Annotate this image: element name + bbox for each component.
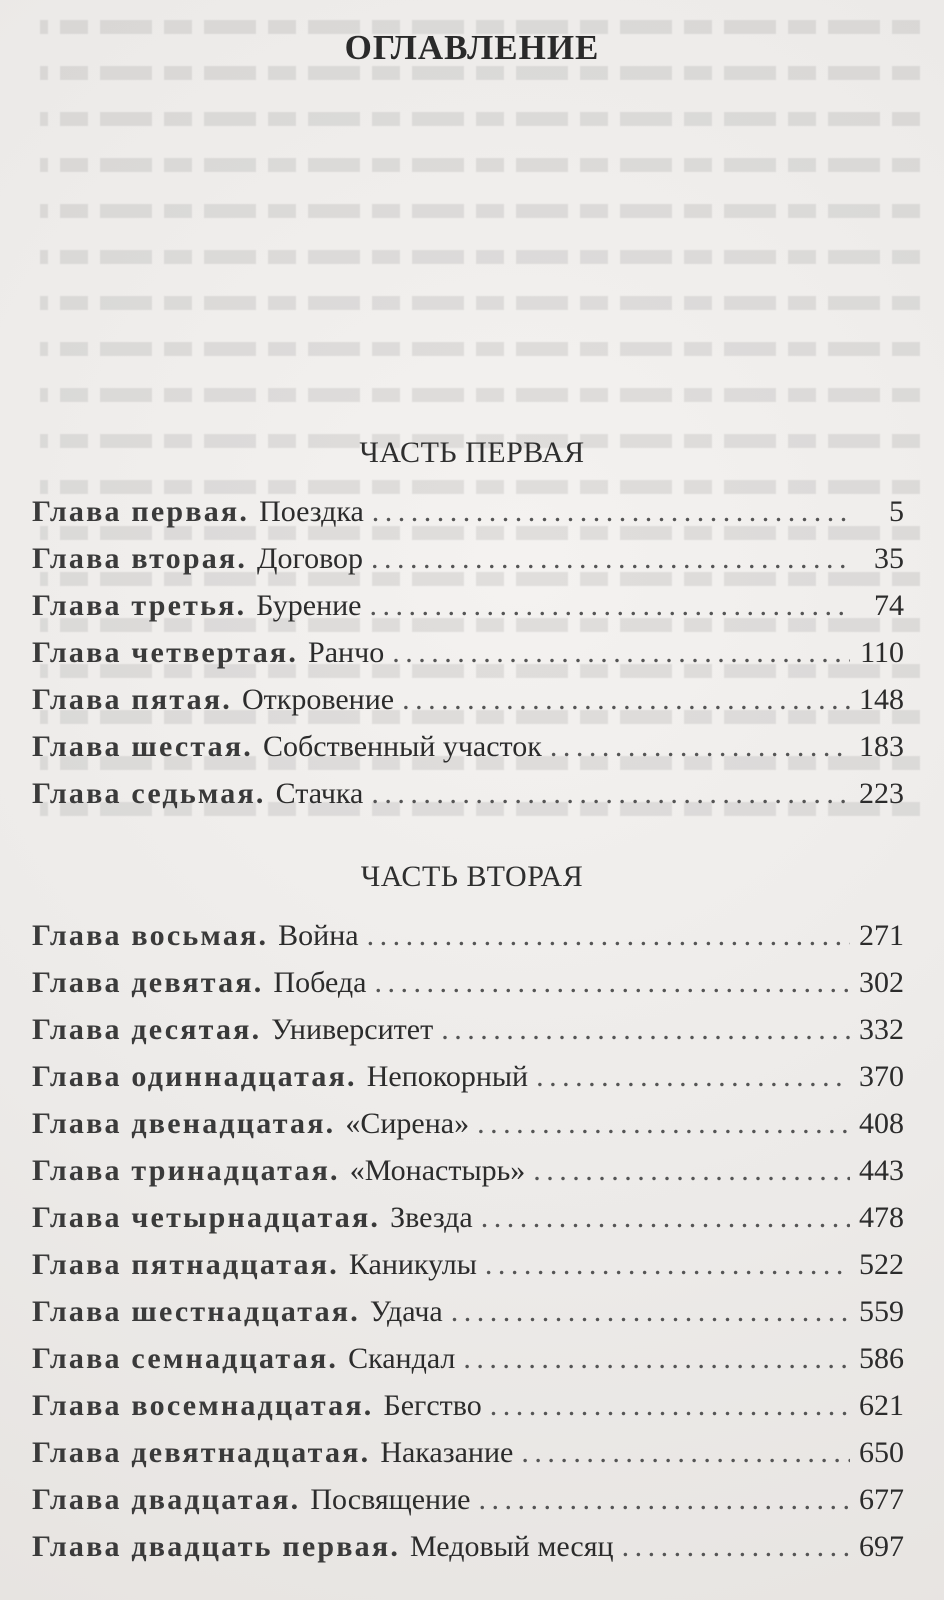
chapter-number: Глава четырнадцатая.	[32, 1201, 381, 1234]
dot-leader	[370, 582, 850, 629]
page-number: 697	[859, 1530, 904, 1563]
chapter-number: Глава двадцатая.	[32, 1483, 301, 1516]
toc-row[interactable]	[32, 1241, 904, 1288]
dot-leader	[372, 488, 850, 535]
toc-row[interactable]	[32, 1147, 904, 1194]
chapter-name: Договор	[257, 542, 364, 575]
chapter-number: Глава четвертая.	[32, 636, 299, 669]
page-number: 522	[859, 1248, 904, 1281]
part-heading-1: ЧАСТЬ ПЕРВАЯ	[359, 436, 585, 469]
toc-row[interactable]	[32, 1335, 904, 1382]
toc-row[interactable]	[32, 629, 904, 676]
toc-row[interactable]	[32, 676, 904, 723]
chapter-number: Глава третья.	[32, 589, 247, 622]
dot-leader	[478, 1476, 850, 1523]
chapter-number: Глава пятнадцатая.	[32, 1248, 339, 1281]
toc-row[interactable]	[32, 770, 904, 817]
toc-row[interactable]	[32, 1100, 904, 1147]
chapter-number: Глава пятая.	[32, 683, 232, 716]
dot-leader	[481, 1194, 850, 1241]
chapter-name: Каникулы	[348, 1248, 477, 1281]
dot-leader	[622, 1523, 850, 1570]
chapter-name: Непокорный	[366, 1060, 529, 1093]
toc-row[interactable]	[32, 912, 904, 959]
chapter-name: Ранчо	[308, 636, 385, 669]
chapter-name: Собственный участок	[263, 730, 542, 763]
page-number: 370	[859, 1060, 904, 1093]
chapter-name: Наказание	[380, 1436, 514, 1469]
chapter-number: Глава шестнадцатая.	[32, 1295, 360, 1328]
chapter-name: Бурение	[256, 589, 362, 622]
toc-row[interactable]	[32, 1476, 904, 1523]
page-number: 478	[859, 1201, 904, 1234]
page-number: 443	[859, 1154, 904, 1187]
chapter-name: «Монастырь»	[349, 1154, 526, 1187]
page-number: 621	[859, 1389, 904, 1422]
chapter-name: Стачка	[275, 777, 364, 810]
dot-leader	[371, 535, 850, 582]
toc-row[interactable]	[32, 1006, 904, 1053]
chapter-number: Глава вторая.	[32, 542, 248, 575]
page-number: 5	[889, 495, 904, 528]
dot-leader	[550, 723, 850, 770]
chapter-name: Медовый месяц	[410, 1530, 614, 1563]
page-number: 559	[859, 1295, 904, 1328]
chapter-name: Победа	[273, 966, 367, 999]
page-number: 586	[859, 1342, 904, 1375]
toc-row[interactable]	[32, 1382, 904, 1429]
chapter-number: Глава восьмая.	[32, 919, 269, 952]
toc-row[interactable]	[32, 1288, 904, 1335]
chapter-name: Звезда	[390, 1201, 473, 1234]
toc-row[interactable]	[32, 1194, 904, 1241]
chapter-number: Глава девятая.	[32, 966, 264, 999]
page-number: 183	[859, 730, 904, 763]
page-number: 332	[859, 1013, 904, 1046]
chapter-name: Университет	[271, 1013, 434, 1046]
page-number: 148	[859, 683, 904, 716]
dot-leader	[374, 959, 850, 1006]
toc-list-part-2	[32, 912, 904, 1570]
dot-leader	[367, 912, 850, 959]
toc-list-part-1	[32, 488, 904, 817]
chapter-number: Глава девятнадцатая.	[32, 1436, 371, 1469]
chapter-number: Глава первая.	[32, 495, 250, 528]
dot-leader	[490, 1382, 850, 1429]
chapter-name: Поездка	[259, 495, 364, 528]
dot-leader	[521, 1429, 850, 1476]
dot-leader	[371, 770, 850, 817]
toc-row[interactable]	[32, 1053, 904, 1100]
dot-leader	[463, 1335, 850, 1382]
chapter-name: «Сирена»	[345, 1107, 470, 1140]
chapter-number: Глава одиннадцатая.	[32, 1060, 357, 1093]
dot-leader	[451, 1288, 850, 1335]
toc-row[interactable]	[32, 582, 904, 629]
dot-leader	[485, 1241, 850, 1288]
page-title: ОГЛАВЛЕНИЕ	[344, 28, 600, 67]
chapter-name: Посвящение	[310, 1483, 471, 1516]
page-number: 650	[859, 1436, 904, 1469]
chapter-number: Глава тринадцатая.	[32, 1154, 340, 1187]
toc-row[interactable]	[32, 1523, 904, 1570]
chapter-number: Глава десятая.	[32, 1013, 262, 1046]
part-heading-2: ЧАСТЬ ВТОРАЯ	[360, 860, 584, 893]
dot-leader	[402, 676, 850, 723]
page-number: 35	[874, 542, 904, 575]
chapter-name: Удача	[369, 1295, 443, 1328]
page-number: 110	[860, 636, 904, 669]
page-number: 74	[874, 589, 904, 622]
chapter-number: Глава восемнадцатая.	[32, 1389, 374, 1422]
page-number: 223	[859, 777, 904, 810]
chapter-name: Откровение	[241, 683, 395, 716]
dot-leader	[533, 1147, 850, 1194]
chapter-name: Бегство	[383, 1389, 482, 1422]
chapter-number: Глава седьмая.	[32, 777, 266, 810]
toc-row[interactable]	[32, 1429, 904, 1476]
toc-row[interactable]	[32, 723, 904, 770]
page-number: 271	[859, 919, 904, 952]
page-number: 677	[859, 1483, 904, 1516]
page-number: 408	[859, 1107, 904, 1140]
page-number: 302	[859, 966, 904, 999]
chapter-number: Глава двенадцатая.	[32, 1107, 336, 1140]
dot-leader	[392, 629, 850, 676]
chapter-name: Война	[278, 919, 359, 952]
toc-row[interactable]	[32, 488, 904, 535]
chapter-number: Глава шестая.	[32, 730, 253, 763]
chapter-name: Скандал	[348, 1342, 456, 1375]
dot-leader	[477, 1100, 850, 1147]
toc-row[interactable]	[32, 535, 904, 582]
dot-leader	[536, 1053, 850, 1100]
dot-leader	[441, 1006, 850, 1053]
toc-row[interactable]	[32, 959, 904, 1006]
chapter-number: Глава двадцать первая.	[32, 1530, 401, 1563]
chapter-number: Глава семнадцатая.	[32, 1342, 339, 1375]
